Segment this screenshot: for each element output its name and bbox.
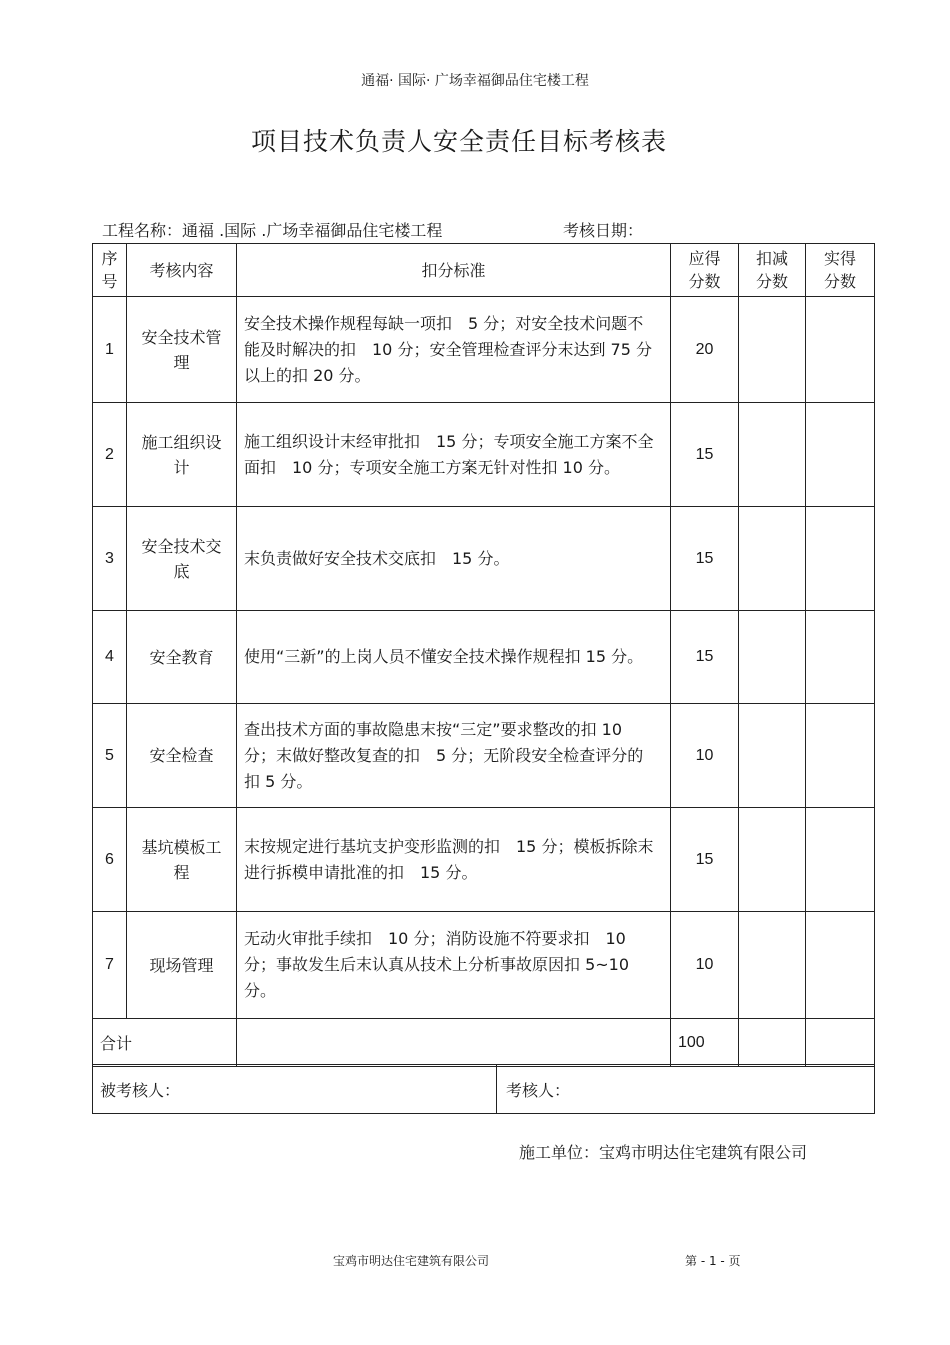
row-actual-cell (806, 507, 875, 611)
row-actual-cell (806, 912, 875, 1019)
row-due: 15 (671, 611, 739, 704)
row-content: 安全技术交底 (127, 507, 237, 611)
total-criteria-cell (237, 1019, 671, 1067)
row-criteria: 末负责做好安全技术交底扣 15 分。 (237, 507, 671, 611)
row-due: 15 (671, 507, 739, 611)
header-due: 应得分数 (671, 244, 739, 297)
table-row (93, 808, 875, 912)
assessor-field: 考核人： (497, 1065, 875, 1114)
project-name-field: 工程名称：通福 .国际 .广场幸福御品住宅楼工程 (102, 221, 443, 240)
table-row (93, 403, 875, 507)
table-row (93, 611, 875, 704)
footer-company: 宝鸡市明达住宅建筑有限公司 (333, 1254, 490, 1268)
row-seq: 6 (93, 808, 127, 912)
table-row (93, 704, 875, 808)
footer-page-number: 第 - 1 - 页 (685, 1254, 741, 1268)
row-actual-cell (806, 704, 875, 808)
total-row (93, 1019, 875, 1067)
signature-table (92, 1064, 875, 1114)
table-row (93, 297, 875, 403)
construction-company: 施工单位：宝鸡市明达住宅建筑有限公司 (519, 1143, 808, 1162)
row-content: 安全教育 (127, 611, 237, 704)
row-content: 安全技术管理 (127, 297, 237, 403)
row-actual-cell (806, 297, 875, 403)
signature-row (93, 1065, 875, 1114)
row-content: 施工组织设计 (127, 403, 237, 507)
header-project-line: 通福· 国际· 广场幸福御品住宅楼工程 (361, 73, 589, 89)
row-criteria: 无动火审批手续扣 10 分；消防设施不符要求扣 10 分；事故发生后末认真从技术上分析事故原因扣 5~10 分。 (237, 912, 671, 1019)
row-deduct-cell (739, 611, 806, 704)
row-due: 15 (671, 403, 739, 507)
table-row (93, 912, 875, 1019)
row-criteria: 施工组织设计末经审批扣 15 分；专项安全施工方案不全面扣 10 分；专项安全施工方案无针对性扣 10 分。 (237, 403, 671, 507)
header-criteria: 扣分标准 (237, 244, 671, 297)
row-deduct-cell (739, 297, 806, 403)
total-due: 100 (671, 1019, 739, 1067)
total-actual-cell (806, 1019, 875, 1067)
assess-date-field: 考核日期： (563, 221, 644, 240)
row-due: 20 (671, 297, 739, 403)
row-seq: 4 (93, 611, 127, 704)
row-deduct-cell (739, 704, 806, 808)
row-deduct-cell (739, 912, 806, 1019)
row-seq: 1 (93, 297, 127, 403)
header-content: 考核内容 (127, 244, 237, 297)
row-criteria: 末按规定进行基坑支护变形监测的扣 15 分；模板拆除末进行拆模申请批准的扣 15 分。 (237, 808, 671, 912)
total-deduct-cell (739, 1019, 806, 1067)
assessment-table (92, 243, 875, 1067)
row-deduct-cell (739, 808, 806, 912)
row-content: 基坑模板工程 (127, 808, 237, 912)
row-actual-cell (806, 403, 875, 507)
assessee-field: 被考核人： (93, 1065, 497, 1114)
row-seq: 7 (93, 912, 127, 1019)
header-actual: 实得分数 (806, 244, 875, 297)
header-seq: 序号 (93, 244, 127, 297)
row-due: 15 (671, 808, 739, 912)
table-header-row (93, 244, 875, 297)
page-title: 项目技术负责人安全责任目标考核表 (250, 127, 667, 156)
row-actual-cell (806, 611, 875, 704)
row-content: 安全检查 (127, 704, 237, 808)
total-label: 合计 (93, 1019, 237, 1067)
row-due: 10 (671, 704, 739, 808)
row-due: 10 (671, 912, 739, 1019)
row-content: 现场管理 (127, 912, 237, 1019)
row-criteria: 查出技术方面的事故隐患末按“三定”要求整改的扣 10 分；末做好整改复查的扣 5 分；无阶段安全检查评分的扣 5 分。 (237, 704, 671, 808)
row-criteria: 安全技术操作规程每缺一项扣 5 分；对安全技术问题不能及时解决的扣 10 分；安全管理检查评分末达到 75 分以上的扣 20 分。 (237, 297, 671, 403)
row-actual-cell (806, 808, 875, 912)
row-criteria: 使用“三新”的上岗人员不懂安全技术操作规程扣 15 分。 (237, 611, 671, 704)
row-deduct-cell (739, 403, 806, 507)
table-row (93, 507, 875, 611)
row-seq: 3 (93, 507, 127, 611)
header-deduct: 扣减分数 (739, 244, 806, 297)
row-seq: 5 (93, 704, 127, 808)
row-deduct-cell (739, 507, 806, 611)
row-seq: 2 (93, 403, 127, 507)
